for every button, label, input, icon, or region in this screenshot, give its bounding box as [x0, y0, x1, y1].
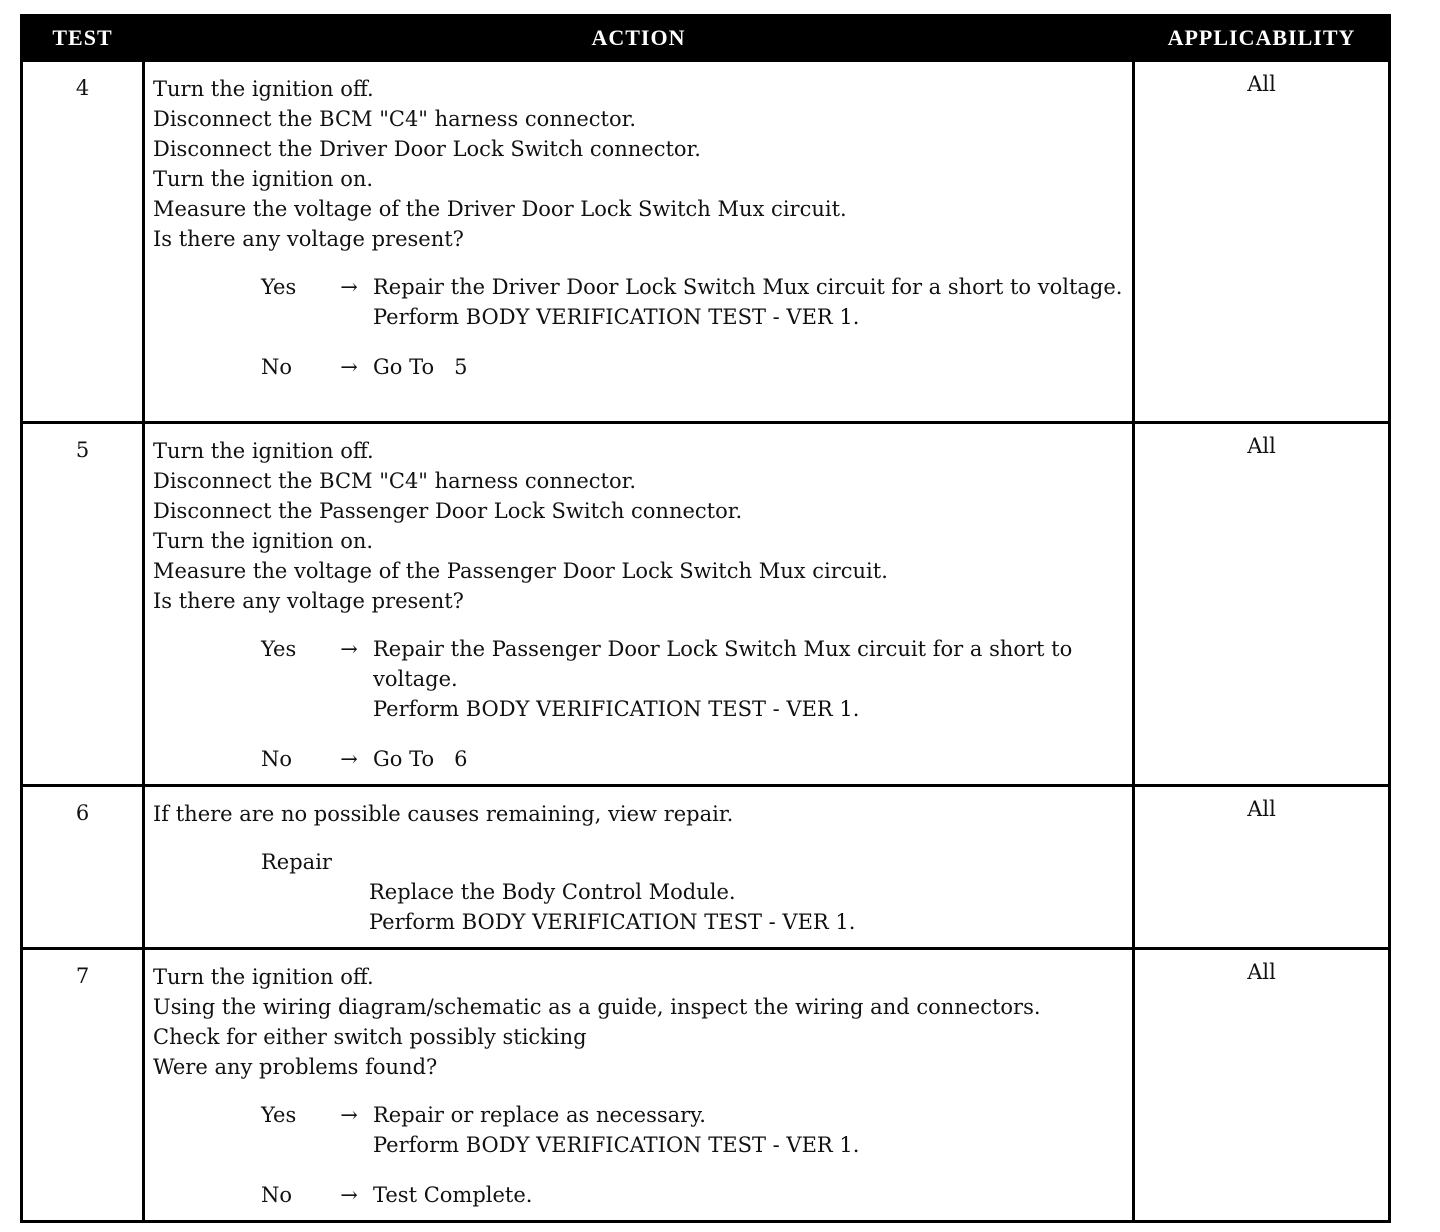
action-step: Disconnect the Driver Door Lock Switch connector. [153, 137, 701, 161]
table-header-row [22, 16, 1390, 61]
action-step: Disconnect the Passenger Door Lock Switch connector. [153, 499, 743, 523]
arrow-right-icon: → [340, 275, 358, 299]
applicability-value: All [1134, 61, 1390, 423]
yes-line: Repair the Driver Door Lock Switch Mux circuit for a short to voltage. [373, 275, 1123, 299]
action-step: Is there any voltage present? [153, 589, 464, 613]
test-number: 5 [22, 423, 144, 786]
no-label: No [261, 747, 293, 771]
no-text: Go To 6 [373, 747, 468, 771]
table-row [22, 423, 1390, 786]
action-step: Turn the ignition off. [153, 439, 374, 463]
arrow-right-icon: → [340, 747, 358, 771]
repair-line: Perform BODY VERIFICATION TEST - VER 1. [369, 910, 856, 934]
yes-line: Repair the Passenger Door Lock Switch Mux circuit for a short to voltage. [373, 637, 1073, 691]
arrow-right-icon: → [340, 1183, 358, 1207]
action-cell [144, 61, 1134, 423]
test-number: 6 [22, 786, 144, 949]
yes-line: Repair or replace as necessary. [373, 1103, 706, 1127]
header-action: ACTION [144, 16, 1134, 61]
arrow-right-icon: → [340, 1103, 358, 1127]
yes-outcome [153, 1100, 1126, 1160]
table-row [22, 786, 1390, 949]
yes-label: Yes [261, 1103, 297, 1127]
action-step: Turn the ignition on. [153, 167, 374, 191]
action-step: Turn the ignition off. [153, 965, 374, 989]
yes-line: Perform BODY VERIFICATION TEST - VER 1. [373, 697, 860, 721]
test-number: 7 [22, 949, 144, 1222]
action-cell [144, 949, 1134, 1222]
yes-line: Perform BODY VERIFICATION TEST - VER 1. [373, 1133, 860, 1157]
action-step: Measure the voltage of the Passenger Door Lock Switch Mux circuit. [153, 559, 888, 583]
action-step: If there are no possible causes remaining, view repair. [153, 802, 734, 826]
outcomes [153, 272, 1126, 382]
table-row [22, 61, 1390, 423]
yes-label: Yes [261, 275, 297, 299]
action-step: Using the wiring diagram/schematic as a guide, inspect the wiring and connectors. [153, 995, 1041, 1019]
action-step: Were any problems found? [153, 1055, 438, 1079]
action-cell [144, 786, 1134, 949]
no-outcome [153, 352, 1126, 382]
header-test: TEST [22, 16, 144, 61]
no-label: No [261, 355, 293, 379]
no-text: Test Complete. [373, 1183, 533, 1207]
table-row [22, 949, 1390, 1222]
repair-label: Repair [261, 850, 332, 874]
repair-block [153, 847, 1126, 937]
action-step: Turn the ignition off. [153, 77, 374, 101]
applicability-value: All [1134, 949, 1390, 1222]
yes-line: Perform BODY VERIFICATION TEST - VER 1. [373, 305, 860, 329]
outcomes [153, 1100, 1126, 1210]
action-step: Measure the voltage of the Driver Door Lock Switch Mux circuit. [153, 197, 847, 221]
test-number: 4 [22, 61, 144, 423]
yes-outcome [153, 272, 1126, 332]
no-outcome [153, 744, 1126, 774]
no-text: Go To 5 [373, 355, 468, 379]
action-step: Disconnect the BCM "C4" harness connector. [153, 469, 637, 493]
applicability-value: All [1134, 786, 1390, 949]
action-step: Disconnect the BCM "C4" harness connector. [153, 107, 637, 131]
arrow-right-icon: → [340, 355, 358, 379]
no-label: No [261, 1183, 293, 1207]
diagnostic-table [20, 14, 1391, 1223]
no-outcome [153, 1180, 1126, 1210]
arrow-right-icon: → [340, 637, 358, 661]
yes-outcome [153, 634, 1126, 724]
header-applicability: APPLICABILITY [1134, 16, 1390, 61]
applicability-value: All [1134, 423, 1390, 786]
action-step: Is there any voltage present? [153, 227, 464, 251]
action-step: Turn the ignition on. [153, 529, 374, 553]
repair-line: Replace the Body Control Module. [369, 880, 736, 904]
action-cell [144, 423, 1134, 786]
action-step: Check for either switch possibly sticking [153, 1025, 587, 1049]
yes-label: Yes [261, 637, 297, 661]
outcomes [153, 634, 1126, 774]
